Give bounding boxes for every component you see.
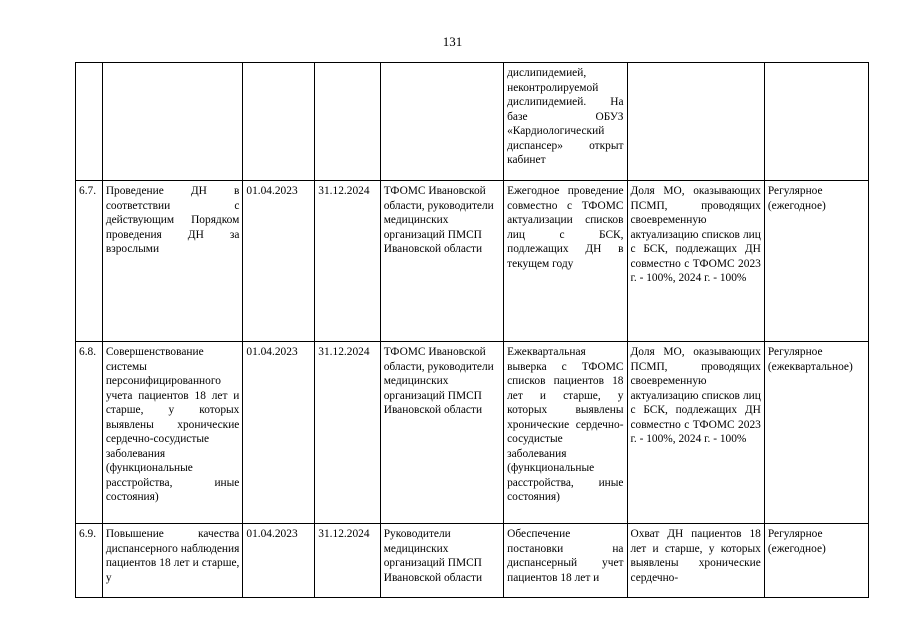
- cell-start: 01.04.2023: [243, 524, 315, 598]
- cell-end: 31.12.2024: [315, 342, 380, 524]
- cell-periodicity: Регулярное (ежегодное): [764, 181, 868, 342]
- cell-responsible: Руководители медицинских организаций ПМСП Ивановской области: [380, 524, 503, 598]
- cell-result: Обеспечение постановки на диспансерный учет пациентов 18 лет и: [504, 524, 627, 598]
- cell-responsible: ТФОМС Ивановской области, руководители медицинских организаций ПМСП Ивановской области: [380, 181, 503, 342]
- cell-num: [76, 63, 103, 181]
- cell-indicator: Доля МО, оказывающих ПСМП, проводящих своевременную актуализацию списков лиц с БСК, подлежащих ДН совместно с ТФОМС 2023 г. - 100%, 2024 г. - 100%: [627, 181, 764, 342]
- cell-start: [243, 63, 315, 181]
- cell-result: дислипидемией, неконтролируемой дислипидемией. На базе ОБУЗ «Кардиологический диспансер» открыт кабинет: [504, 63, 627, 181]
- cell-result: Ежеквартальная выверка с ТФОМС списков пациентов 18 лет и старше, у которых выявлены хронические сердечно-сосудистые заболевания (функциональные расстройства, иные состояния): [504, 342, 627, 524]
- measures-table: [75, 62, 869, 598]
- page-number: 131: [442, 34, 463, 49]
- cell-start: 01.04.2023: [243, 342, 315, 524]
- cell-periodicity: Регулярное (ежегодное): [764, 524, 868, 598]
- cell-activity: Повышение качества диспансерного наблюдения пациентов 18 лет и старше, у: [102, 524, 243, 598]
- cell-end: 31.12.2024: [315, 181, 380, 342]
- cell-periodicity: [764, 63, 868, 181]
- table-row: [76, 524, 869, 598]
- cell-indicator: Охват ДН пациентов 18 лет и старше, у которых выявлены хронические сердечно-: [627, 524, 764, 598]
- cell-indicator: Доля МО, оказывающих ПСМП, проводящих своевременную актуализацию списков лиц с БСК, подлежащих ДН совместно с ТФОМС 2023 г. - 100%, 2024 г. - 100%: [627, 342, 764, 524]
- cell-start: 01.04.2023: [243, 181, 315, 342]
- cell-end: [315, 63, 380, 181]
- cell-responsible: [380, 63, 503, 181]
- table-row: [76, 181, 869, 342]
- cell-periodicity: Регулярное (ежеквартальное): [764, 342, 868, 524]
- cell-num: 6.8.: [76, 342, 103, 524]
- cell-num: 6.9.: [76, 524, 103, 598]
- cell-result: Ежегодное проведение совместно с ТФОМС актуализации списков лиц с БСК, подлежащих ДН в текущем году: [504, 181, 627, 342]
- cell-num: 6.7.: [76, 181, 103, 342]
- cell-indicator: [627, 63, 764, 181]
- cell-activity: Совершенствование системы персонифицированного учета пациентов 18 лет и старше, у которых выявлены хронические сердечно-сосудистые заболевания (функциональные расстройства, иные состояния): [102, 342, 243, 524]
- cell-end: 31.12.2024: [315, 524, 380, 598]
- cell-activity: [102, 63, 243, 181]
- cell-responsible: ТФОМС Ивановской области, руководители медицинских организаций ПМСП Ивановской области: [380, 342, 503, 524]
- cell-activity: Проведение ДН в соответствии с действующим Порядком проведения ДН за взрослыми: [102, 181, 243, 342]
- table-row: [76, 342, 869, 524]
- table-row-continuation: [76, 63, 869, 181]
